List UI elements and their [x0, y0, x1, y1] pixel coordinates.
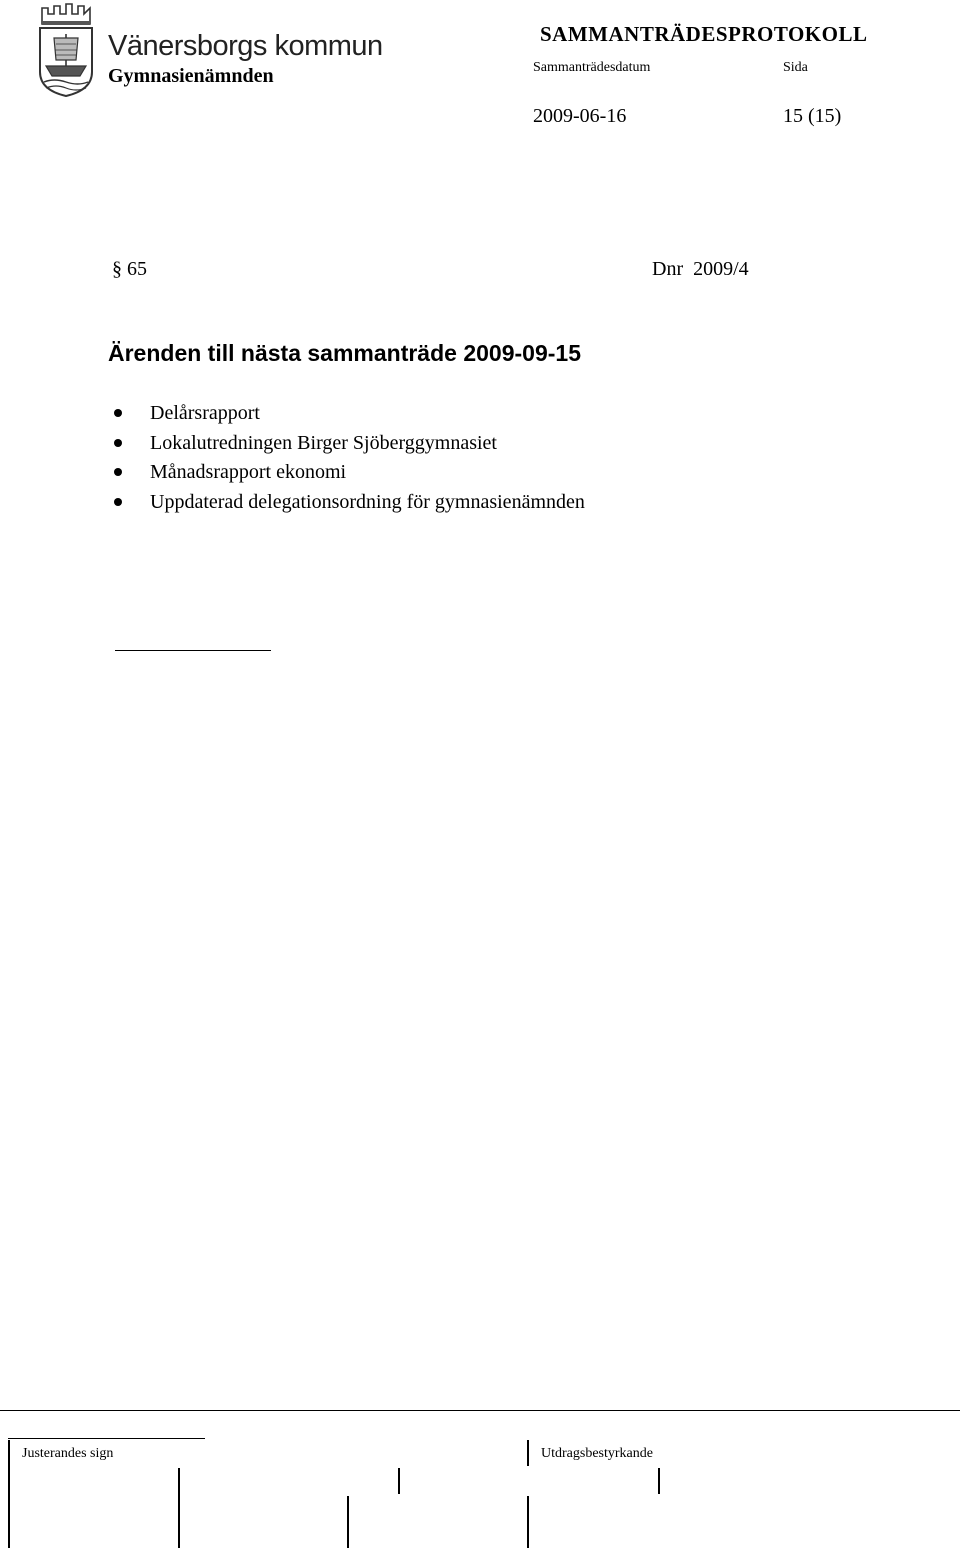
bullet-icon — [114, 498, 122, 506]
list-item: Månadsrapport ekonomi — [112, 459, 585, 489]
document-title: SAMMANTRÄDESPROTOKOLL — [540, 22, 868, 46]
sign-box-divider — [178, 1468, 180, 1548]
meeting-date-label: Sammanträdesdatum — [533, 60, 651, 75]
dnr-label: Dnr — [652, 258, 684, 280]
agenda-list — [112, 400, 585, 518]
end-rule — [115, 650, 271, 651]
signature-label: Justerandes sign — [22, 1446, 114, 1461]
footer-sign-rule — [8, 1438, 205, 1439]
sign-box-divider — [398, 1468, 400, 1494]
sign-box-divider — [8, 1440, 10, 1548]
list-item: Uppdaterad delegationsordning för gymnasienämnden — [112, 489, 585, 519]
sign-box-divider — [658, 1468, 660, 1494]
sign-box-divider — [527, 1496, 529, 1548]
dnr-value: 2009/4 — [693, 258, 749, 280]
extract-certification-label: Utdragsbestyrkande — [541, 1446, 653, 1461]
meeting-date: 2009-06-16 — [533, 105, 627, 127]
list-item: Delårsrapport — [112, 400, 585, 430]
paragraph-symbol: § — [112, 258, 122, 280]
section-heading: Ärenden till nästa sammanträde 2009-09-15 — [108, 340, 581, 366]
footer-rule — [0, 1410, 960, 1411]
list-item: Lokalutredningen Birger Sjöberggymnasiet — [112, 430, 585, 460]
bullet-icon — [114, 439, 122, 447]
paragraph-number: 65 — [127, 258, 147, 280]
bullet-icon — [114, 468, 122, 476]
diary-number — [652, 258, 749, 281]
page-label: Sida — [783, 60, 808, 75]
bullet-icon — [114, 409, 122, 417]
sign-box-divider — [527, 1440, 529, 1466]
org-name: Vänersborgs kommun — [108, 30, 383, 62]
page-number: 15 (15) — [783, 105, 842, 127]
committee-name: Gymnasienämnden — [108, 65, 274, 87]
municipal-crest-icon — [36, 2, 96, 98]
paragraph-ref — [112, 258, 147, 281]
sign-box-divider — [347, 1496, 349, 1548]
